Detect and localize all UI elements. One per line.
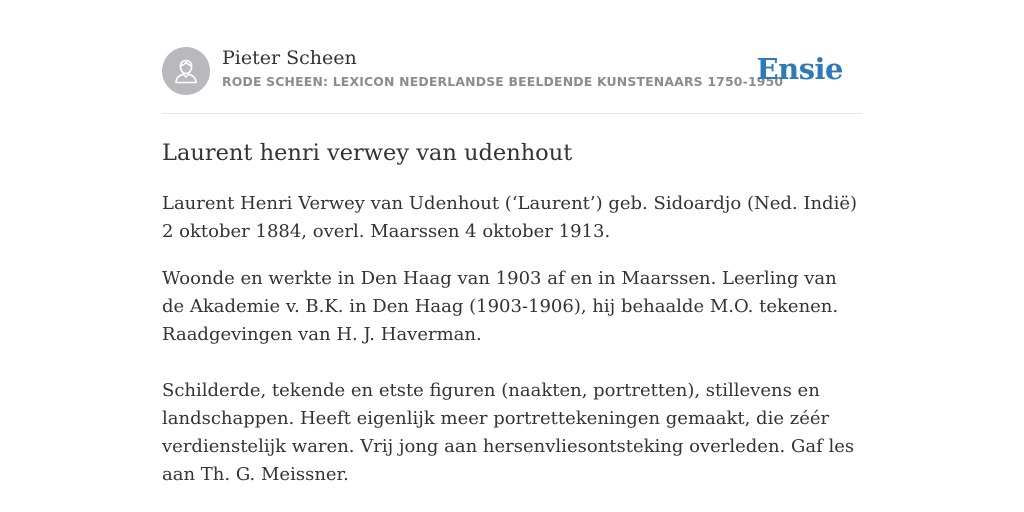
- author-name[interactable]: Pieter Scheen: [222, 47, 357, 69]
- article-header: [162, 46, 862, 114]
- user-silhouette-icon[interactable]: [162, 47, 210, 95]
- page-title: Laurent henri verwey van udenhout: [162, 140, 573, 166]
- article-paragraph: Schilderde, tekende en etste figuren (naakten, portretten), stillevens en landschappen. Heeft eigenlijk meer portrettekeningen gemaakt, die zéér verdienstelijk waren. Vrij jong aan hersenvliesontsteking overleden. Gaf les aan Th. G. Meissner.: [162, 380, 855, 485]
- brand-logo[interactable]: Ensie: [756, 52, 843, 86]
- source-title[interactable]: RODE SCHEEN: LEXICON NEDERLANDSE BEELDENDE KUNSTENAARS 1750-1950: [222, 74, 784, 89]
- article-paragraph: Woonde en werkte in Den Haag van 1903 af en in Maarssen. Leerling van de Akademie v. B.K. in Den Haag (1903-1906), hij behaalde M.O. tekenen. Raadgevingen van H. J. Haverman.: [162, 268, 839, 345]
- author-block: [222, 46, 783, 90]
- article-card: [162, 46, 862, 489]
- article-paragraph: Laurent Henri Verwey van Udenhout (‘Laurent’) geb. Sidoardjo (Ned. Indië) 2 oktober 1884, overl. Maarssen 4 oktober 1913.: [162, 193, 857, 242]
